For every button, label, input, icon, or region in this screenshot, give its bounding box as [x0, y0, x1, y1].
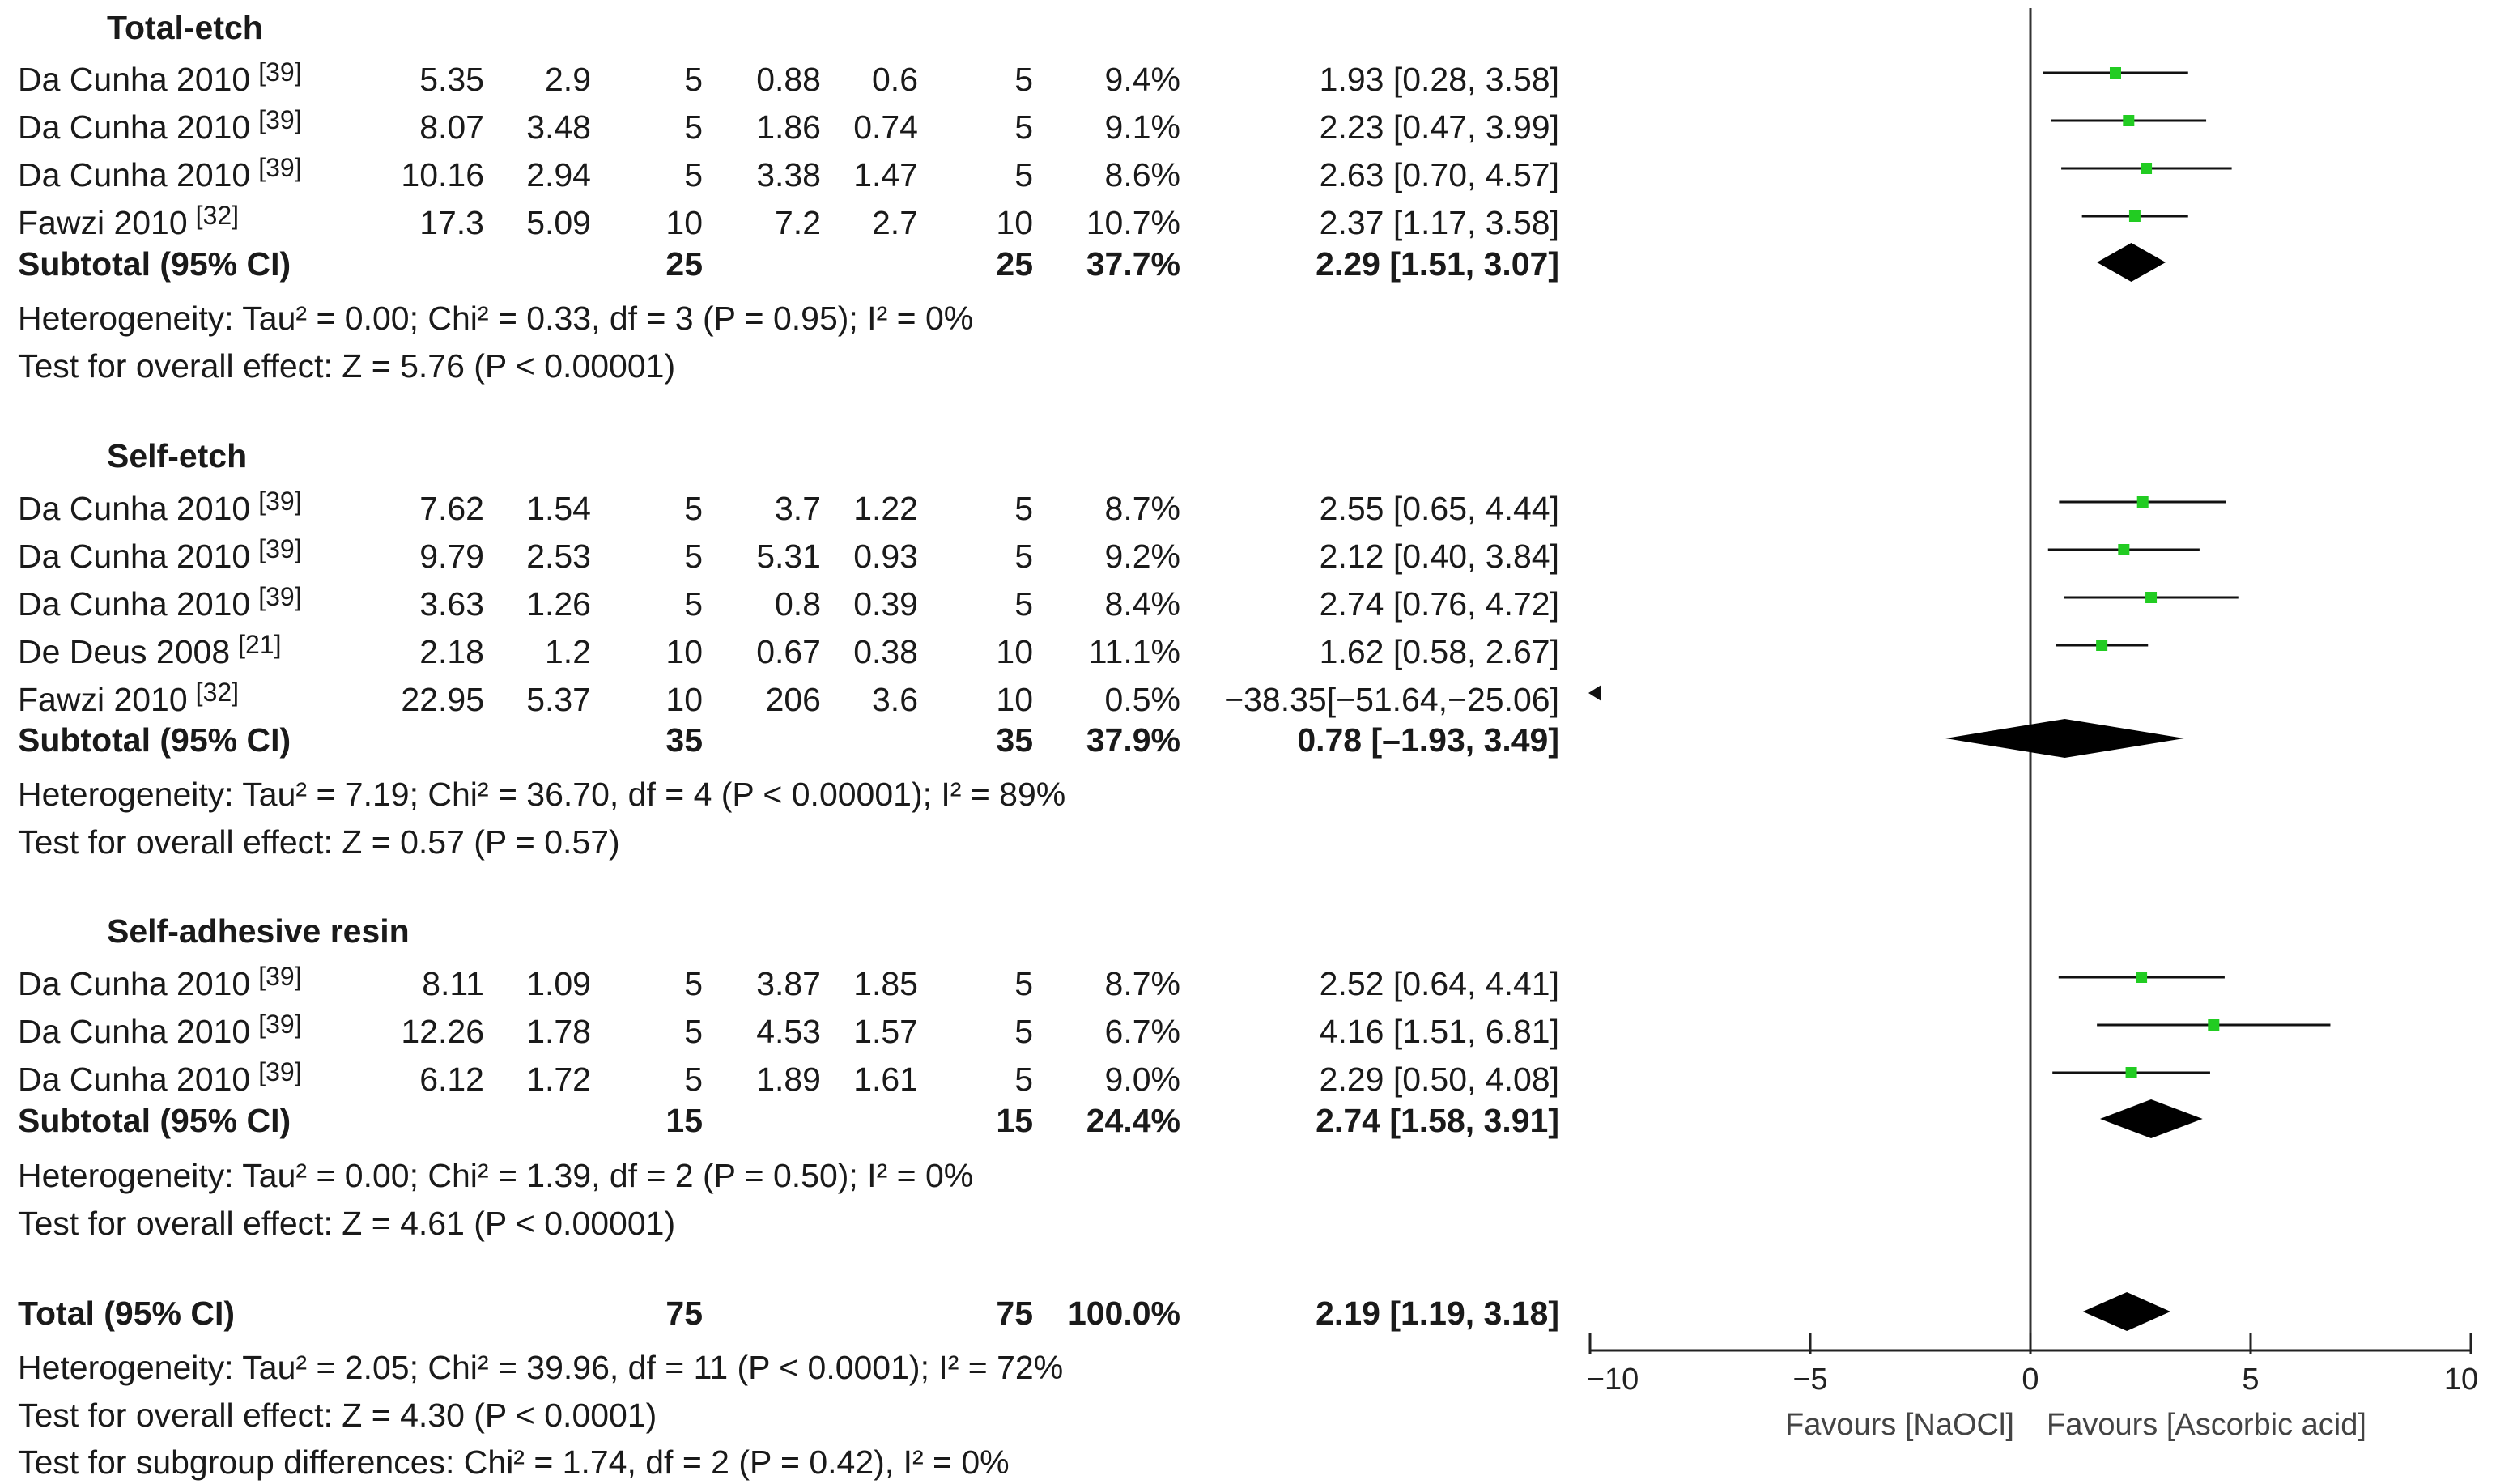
- study-n2: 5: [1014, 965, 1033, 1002]
- study-m1: 12.26: [401, 1013, 484, 1050]
- study-sd1: 1.78: [526, 1013, 591, 1050]
- study-m2: 3.7: [775, 490, 821, 527]
- total-ci: 2.19 [1.19, 3.18]: [1316, 1295, 1559, 1332]
- study-ci: 2.74 [0.76, 4.72]: [1319, 585, 1559, 623]
- study-n2: 10: [996, 204, 1033, 241]
- study-sd2: 0.6: [872, 61, 918, 98]
- study-reference: [39]: [258, 487, 302, 516]
- study-n1: 5: [684, 538, 703, 575]
- study-n2: 10: [996, 633, 1033, 670]
- effect-marker: [2141, 163, 2152, 174]
- study-sd2: 1.47: [853, 156, 918, 193]
- study-weight: 8.6%: [1104, 156, 1180, 193]
- study-weight: 8.7%: [1104, 965, 1180, 1002]
- study-sd1: 1.72: [526, 1061, 591, 1098]
- effect-marker: [2123, 115, 2134, 126]
- heterogeneity-text: Heterogeneity: Tau² = 0.00; Chi² = 1.39, df = 2 (P = 0.50); I² = 0%: [18, 1157, 974, 1194]
- study-name: Da Cunha 2010 [39]: [18, 582, 302, 623]
- study-weight: 10.7%: [1086, 204, 1180, 241]
- study-ci: 4.16 [1.51, 6.81]: [1319, 1013, 1559, 1050]
- study-ci: 1.93 [0.28, 3.58]: [1319, 61, 1559, 98]
- study-sd1: 5.37: [526, 681, 591, 718]
- study-n1: 5: [684, 1061, 703, 1098]
- study-ci: 2.52 [0.64, 4.41]: [1319, 965, 1559, 1002]
- study-weight: 9.4%: [1104, 61, 1180, 98]
- subtotal-ci: 0.78 [–1.93, 3.49]: [1297, 721, 1559, 759]
- subtotal-weight: 37.7%: [1086, 245, 1180, 283]
- study-reference: [39]: [258, 1057, 302, 1086]
- study-m2: 1.89: [756, 1061, 821, 1098]
- study-sd2: 1.22: [853, 490, 918, 527]
- total-heterogeneity-text: Heterogeneity: Tau² = 2.05; Chi² = 39.96, df = 11 (P < 0.0001); I² = 72%: [18, 1349, 1064, 1386]
- study-m2: 3.87: [756, 965, 821, 1002]
- subtotal-n2: 35: [996, 721, 1033, 759]
- study-n1: 10: [665, 633, 703, 670]
- effect-marker: [2110, 67, 2121, 79]
- study-m2: 3.38: [756, 156, 821, 193]
- study-n2: 5: [1014, 108, 1033, 146]
- study-n2: 5: [1014, 538, 1033, 575]
- subtotal-weight: 24.4%: [1086, 1102, 1180, 1139]
- study-reference: [39]: [258, 534, 302, 563]
- pooled-diamond: [1945, 719, 2184, 758]
- study-n1: 5: [684, 490, 703, 527]
- study-n2: 5: [1014, 1013, 1033, 1050]
- study-weight: 9.1%: [1104, 108, 1180, 146]
- study-reference: [39]: [258, 962, 302, 991]
- total-weight: 100.0%: [1067, 1295, 1180, 1332]
- overall-effect-text: Test for overall effect: Z = 0.57 (P = 0.57): [18, 823, 620, 861]
- study-name: Da Cunha 2010 [39]: [18, 962, 302, 1002]
- study-weight: 6.7%: [1104, 1013, 1180, 1050]
- study-sd1: 1.09: [526, 965, 591, 1002]
- x-tick-label: −10: [1586, 1363, 1639, 1397]
- subtotal-label: Subtotal (95% CI): [18, 245, 291, 283]
- study-n2: 10: [996, 681, 1033, 718]
- subtotal-label: Subtotal (95% CI): [18, 1102, 291, 1139]
- study-m2: 1.86: [756, 108, 821, 146]
- study-weight: 9.2%: [1104, 538, 1180, 575]
- study-m2: 0.88: [756, 61, 821, 98]
- study-m1: 9.79: [419, 538, 484, 575]
- total-label: Total (95% CI): [18, 1295, 236, 1332]
- study-m2: 4.53: [756, 1013, 821, 1050]
- study-n1: 5: [684, 1013, 703, 1050]
- study-reference: [32]: [195, 201, 240, 230]
- study-weight: 8.7%: [1104, 490, 1180, 527]
- study-m1: 10.16: [401, 156, 484, 193]
- study-m2: 7.2: [775, 204, 821, 241]
- study-name: Da Cunha 2010 [39]: [18, 1057, 302, 1098]
- subtotal-n2: 25: [996, 245, 1033, 283]
- study-n1: 5: [684, 156, 703, 193]
- study-ci: 1.62 [0.58, 2.67]: [1319, 633, 1559, 670]
- study-n1: 5: [684, 108, 703, 146]
- study-m1: 8.07: [419, 108, 484, 146]
- study-name: Fawzi 2010 [32]: [18, 678, 240, 718]
- subgroup-differences-text: Test for subgroup differences: Chi² = 1.74, df = 2 (P = 0.42), I² = 0%: [18, 1444, 1010, 1481]
- study-m2: 206: [765, 681, 821, 718]
- study-name: Da Cunha 2010 [39]: [18, 57, 302, 98]
- study-n2: 5: [1014, 156, 1033, 193]
- pooled-diamond: [2097, 243, 2166, 282]
- effect-marker: [2126, 1067, 2137, 1078]
- study-name: Da Cunha 2010 [39]: [18, 105, 302, 146]
- study-ci: 2.55 [0.65, 4.44]: [1319, 490, 1559, 527]
- study-m1: 17.3: [419, 204, 484, 241]
- subtotal-n1: 15: [665, 1102, 703, 1139]
- study-m1: 7.62: [419, 490, 484, 527]
- study-ci: 2.63 [0.70, 4.57]: [1319, 156, 1559, 193]
- out-of-range-arrow: [1588, 685, 1601, 701]
- study-sd1: 1.26: [526, 585, 591, 623]
- study-m2: 0.67: [756, 633, 821, 670]
- study-ci: 2.23 [0.47, 3.99]: [1319, 108, 1559, 146]
- study-sd1: 1.54: [526, 490, 591, 527]
- study-sd2: 3.6: [872, 681, 918, 718]
- study-name: Da Cunha 2010 [39]: [18, 1010, 302, 1050]
- effect-marker: [2096, 640, 2107, 651]
- study-name: Da Cunha 2010 [39]: [18, 534, 302, 575]
- study-m1: 5.35: [419, 61, 484, 98]
- study-n1: 10: [665, 204, 703, 241]
- study-sd2: 2.7: [872, 204, 918, 241]
- x-tick-label: 10: [2443, 1363, 2479, 1397]
- overall-effect-text: Test for overall effect: Z = 4.61 (P < 0.00001): [18, 1205, 676, 1242]
- effect-marker: [2136, 972, 2147, 983]
- favours-left-label: Favours [NaOCl]: [1785, 1408, 2014, 1442]
- study-weight: 11.1%: [1088, 633, 1180, 670]
- x-tick-label: 5: [2242, 1363, 2260, 1397]
- study-n2: 5: [1014, 61, 1033, 98]
- study-ci: −38.35[−51.64,−25.06]: [1224, 681, 1559, 718]
- study-reference: [39]: [258, 57, 302, 87]
- study-n1: 10: [665, 681, 703, 718]
- study-m1: 2.18: [419, 633, 484, 670]
- subtotal-n2: 15: [996, 1102, 1033, 1139]
- study-reference: [21]: [238, 630, 282, 659]
- heterogeneity-text: Heterogeneity: Tau² = 0.00; Chi² = 0.33, df = 3 (P = 0.95); I² = 0%: [18, 300, 974, 337]
- study-sd1: 5.09: [526, 204, 591, 241]
- study-ci: 2.29 [0.50, 4.08]: [1319, 1061, 1559, 1098]
- subtotal-n1: 35: [665, 721, 703, 759]
- study-m2: 0.8: [775, 585, 821, 623]
- study-ci: 2.12 [0.40, 3.84]: [1319, 538, 1559, 575]
- subtotal-ci: 2.74 [1.58, 3.91]: [1316, 1102, 1559, 1139]
- study-reference: [32]: [195, 678, 240, 707]
- favours-right-label: Favours [Ascorbic acid]: [2047, 1408, 2366, 1442]
- study-sd1: 1.2: [545, 633, 591, 670]
- study-m1: 8.11: [422, 965, 484, 1002]
- effect-marker: [2118, 544, 2129, 555]
- study-sd2: 0.93: [853, 538, 918, 575]
- heterogeneity-text: Heterogeneity: Tau² = 7.19; Chi² = 36.70, df = 4 (P < 0.00001); I² = 89%: [18, 776, 1066, 813]
- study-name: Da Cunha 2010 [39]: [18, 487, 302, 527]
- study-name: De Deus 2008 [21]: [18, 630, 282, 670]
- study-reference: [39]: [258, 105, 302, 134]
- pooled-diamond: [2100, 1099, 2203, 1138]
- study-n2: 5: [1014, 585, 1033, 623]
- study-n2: 5: [1014, 1061, 1033, 1098]
- study-sd2: 0.74: [853, 108, 918, 146]
- study-reference: [39]: [258, 1010, 302, 1039]
- group-title: Self-adhesive resin: [107, 912, 410, 950]
- effect-marker: [2145, 592, 2157, 603]
- subtotal-n1: 25: [665, 245, 703, 283]
- study-sd2: 1.85: [853, 965, 918, 1002]
- study-sd2: 1.57: [853, 1013, 918, 1050]
- pooled-diamond: [2083, 1292, 2170, 1331]
- study-reference: [39]: [258, 153, 302, 182]
- study-m1: 6.12: [419, 1061, 484, 1098]
- subtotal-label: Subtotal (95% CI): [18, 721, 291, 759]
- subtotal-weight: 37.9%: [1086, 721, 1180, 759]
- study-n2: 5: [1014, 490, 1033, 527]
- study-sd1: 2.9: [545, 61, 591, 98]
- study-weight: 9.0%: [1104, 1061, 1180, 1098]
- study-m1: 22.95: [401, 681, 484, 718]
- study-n1: 5: [684, 61, 703, 98]
- study-name: Da Cunha 2010 [39]: [18, 153, 302, 193]
- study-sd1: 2.94: [526, 156, 591, 193]
- effect-marker: [2137, 496, 2149, 508]
- study-reference: [39]: [258, 582, 302, 611]
- study-weight: 8.4%: [1104, 585, 1180, 623]
- total-overall-effect-text: Test for overall effect: Z = 4.30 (P < 0.0001): [18, 1397, 657, 1434]
- total-n2: 75: [996, 1295, 1033, 1332]
- x-tick-label: −5: [1792, 1363, 1828, 1397]
- subtotal-ci: 2.29 [1.51, 3.07]: [1316, 245, 1559, 283]
- effect-marker: [2208, 1019, 2219, 1031]
- study-sd2: 0.38: [853, 633, 918, 670]
- effect-marker: [2129, 210, 2141, 222]
- study-n1: 5: [684, 585, 703, 623]
- group-title: Self-etch: [107, 437, 248, 474]
- study-m1: 3.63: [419, 585, 484, 623]
- study-weight: 0.5%: [1104, 681, 1180, 718]
- study-sd2: 0.39: [853, 585, 918, 623]
- study-ci: 2.37 [1.17, 3.58]: [1319, 204, 1559, 241]
- overall-effect-text: Test for overall effect: Z = 5.76 (P < 0.00001): [18, 347, 676, 385]
- study-n1: 5: [684, 965, 703, 1002]
- study-sd1: 3.48: [526, 108, 591, 146]
- group-title: Total-etch: [107, 9, 263, 46]
- study-name: Fawzi 2010 [32]: [18, 201, 240, 241]
- study-sd1: 2.53: [526, 538, 591, 575]
- study-sd2: 1.61: [853, 1061, 918, 1098]
- x-tick-label: 0: [2022, 1363, 2039, 1397]
- study-m2: 5.31: [756, 538, 821, 575]
- total-n1: 75: [665, 1295, 703, 1332]
